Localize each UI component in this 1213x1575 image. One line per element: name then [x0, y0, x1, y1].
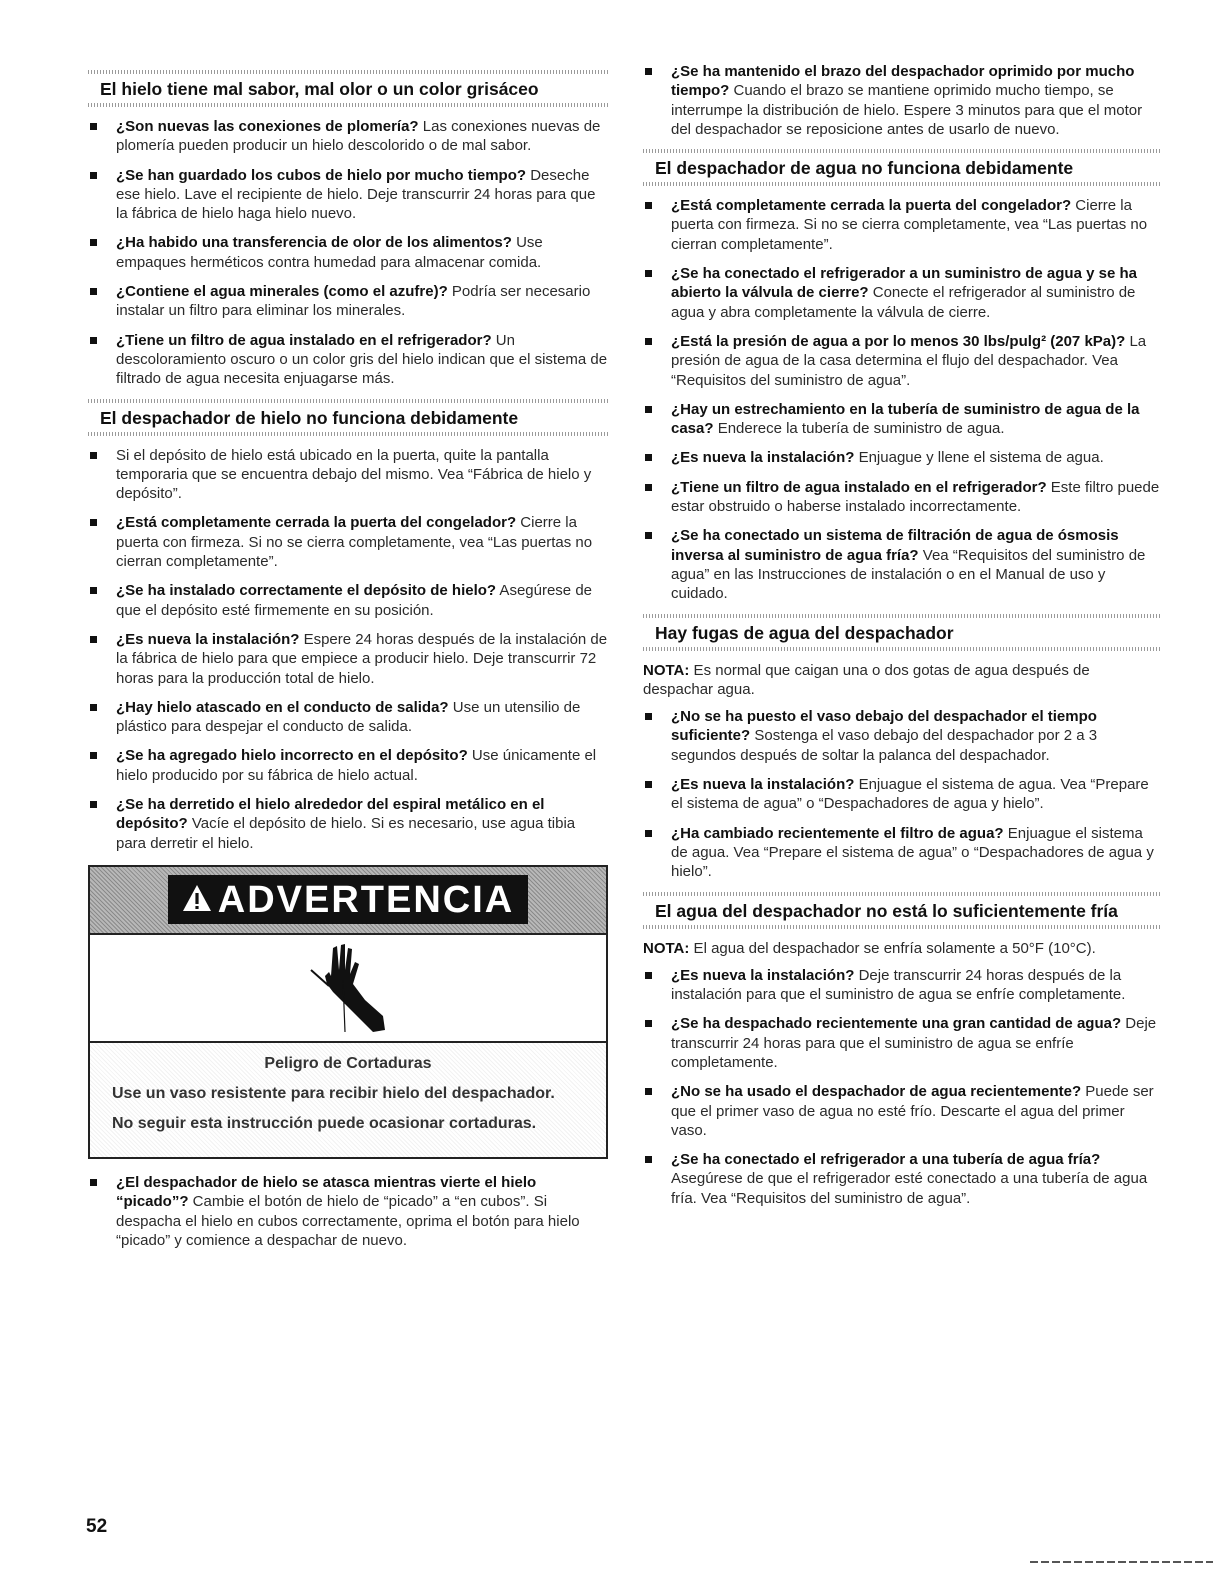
item-answer: Asegúrese de que el refrigerador esté conectado a una tubería de agua fría. Vea “Requisitos del suministro de agua”.: [671, 1170, 1148, 1207]
section-rule-bottom: [88, 432, 608, 436]
list-item: [88, 513, 608, 571]
item-answer: Cierre la puerta con firmeza. Si no se cierra completamente, vea “Las puertas no cierran completamente”.: [116, 514, 593, 571]
bullet-icon: [645, 1156, 652, 1163]
list-item: [643, 62, 1161, 139]
warning-label: [168, 875, 528, 924]
item-answer: Enjuague el sistema de agua. Vea “Prepare el sistema de agua” o “Despachadores de agua y hielo”.: [671, 824, 1154, 881]
list-item: [88, 282, 608, 321]
list-item: [88, 1173, 608, 1250]
bullet-icon: [90, 452, 97, 459]
bullet-icon: [90, 752, 97, 759]
item-answer: Espere 24 horas después de la instalación de la fábrica de hielo para que empiece a producir hielo. Deje transcurrir 72 horas para la producción total de hielo.: [116, 630, 608, 687]
item-answer: La presión de agua de la casa determina el flujo del despachador. Vea “Requisitos del suministro de agua”.: [671, 332, 1147, 389]
warning-triangle-icon: [182, 879, 212, 922]
note-label: NOTA:: [643, 939, 690, 957]
item-answer: Asegúrese de que el depósito esté firmemente en su posición.: [116, 582, 592, 619]
item-answer: Enjuague el sistema de agua. Vea “Prepare el sistema de agua” o “Despachadores de agua y hielo”.: [671, 776, 1149, 813]
item-list: [88, 1173, 608, 1250]
list-item: [88, 233, 608, 272]
item-answer: Conecte el refrigerador al suministro de agua y abra completamente la válvula de cierre.: [671, 284, 1136, 321]
bullet-icon: [645, 454, 652, 461]
bullet-icon: [645, 713, 652, 720]
item-answer: Enjuague y llene el sistema de agua.: [854, 449, 1104, 467]
item-answer: Deje transcurrir 24 horas después de la instalación para que el suministro de agua se enfríe completamente.: [671, 966, 1126, 1004]
bullet-icon: [645, 830, 652, 837]
item-question: ¿Es nueva la instalación?: [671, 966, 855, 984]
item-answer: Use un utensilio de plástico para despejar el conducto de salida.: [116, 698, 581, 736]
section-title: El despachador de hielo no funciona debidamente: [100, 407, 519, 428]
note-label: NOTA:: [643, 661, 690, 679]
item-answer: Vea “Requisitos del suministro de agua” en las Instrucciones de instalación o en el Manual de uso y cuidado.: [671, 546, 1146, 603]
section-header: [643, 149, 1161, 186]
item-question: ¿Se ha conectado un sistema de filtración de agua de ósmosis inversa al suministro de agua fría?: [671, 527, 1119, 564]
item-question: ¿Se ha conectado el refrigerador a una tubería de agua fría?: [671, 1151, 1101, 1169]
bullet-icon: [645, 1020, 652, 1027]
item-answer: Enderece la tubería de suministro de agua.: [713, 420, 1005, 438]
list-item: [88, 698, 608, 737]
item-answer: Sostenga el vaso debajo del despachador por 2 a 3 segundos después de soltar la palanca del despachador.: [671, 727, 1098, 764]
list-item: [643, 775, 1161, 814]
section-title: El despachador de agua no funciona debidamente: [655, 158, 1074, 179]
item-list: [643, 707, 1161, 881]
section-header: [643, 614, 1161, 651]
item-question: ¿Está completamente cerrada la puerta del congelador?: [671, 197, 1072, 215]
item-answer: Cambie el botón de hielo de “picado” a “en cubos”. Si despacha el hielo en cubos correctamente, oprima el botón para hielo “picado” y comience a despachar de nuevo.: [116, 1193, 580, 1249]
note-text: El agua del despachador se enfría solamente a 50°F (10°C).: [689, 939, 1096, 957]
item-question: ¿Está completamente cerrada la puerta del congelador?: [116, 514, 517, 532]
list-item: [643, 966, 1161, 1005]
item-list: [88, 446, 608, 853]
section-title: Hay fugas de agua del despachador: [655, 622, 954, 643]
bullet-icon: [645, 1088, 652, 1095]
bullet-icon: [645, 202, 652, 209]
warning-label-text: ADVERTENCIA: [217, 879, 515, 922]
list-item: [643, 400, 1161, 439]
list-item: [88, 446, 608, 504]
section-rule-bottom: [643, 182, 1161, 186]
right-column: [643, 62, 1161, 1218]
item-question: ¿Se han guardado los cubos de hielo por mucho tiempo?: [116, 166, 527, 184]
item-question: ¿Se ha despachado recientemente una gran cantidad de agua?: [671, 1015, 1122, 1033]
list-item: [88, 581, 608, 620]
item-answer: Use únicamente el hielo producido por su fábrica de hielo actual.: [116, 747, 597, 784]
bullet-icon: [645, 270, 652, 277]
list-item: [88, 746, 608, 785]
cut-hand-icon: [90, 933, 606, 1043]
bullet-icon: [90, 801, 97, 808]
item-answer: Este filtro puede estar obstruido o haberse instalado incorrectamente.: [671, 478, 1160, 516]
item-question: ¿Hay un estrechamiento en la tubería de suministro de agua de la casa?: [671, 400, 1140, 438]
section-rule-bottom: [643, 647, 1161, 651]
item-question: ¿Contiene el agua minerales (como el azufre)?: [116, 283, 448, 301]
item-question: ¿Es nueva la instalación?: [116, 630, 300, 648]
bullet-icon: [645, 68, 652, 75]
warning-heading: Peligro de Cortaduras: [264, 1054, 432, 1072]
bullet-icon: [645, 338, 652, 345]
item-answer: Deseche ese hielo. Lave el recipiente de hielo. Deje transcurrir 24 horas para que la fábrica de hielo haga hielo nuevo.: [116, 166, 596, 223]
bullet-icon: [90, 519, 97, 526]
bullet-icon: [90, 1179, 97, 1186]
item-answer: Cuando el brazo se mantiene oprimido mucho tiempo, se interrumpe la distribución de hielo. Espere 3 minutos para que el motor del despachador se reposicione antes de usarlo de nuevo.: [671, 82, 1143, 138]
bullet-icon: [645, 781, 652, 788]
item-question: ¿No se ha puesto el vaso debajo del despachador el tiempo suficiente?: [671, 708, 1097, 745]
section-rule-bottom: [88, 103, 608, 107]
item-answer: Un descoloramiento oscuro o un color gris del hielo indican que el sistema de filtrado de agua necesita enjuagarse más.: [116, 331, 608, 388]
list-item: [643, 264, 1161, 322]
item-question: ¿Está la presión de agua a por lo menos 30 lbs/pulg² (207 kPa)?: [671, 332, 1126, 350]
item-question: ¿No se ha usado el despachador de agua recientemente?: [671, 1083, 1082, 1101]
item-question: ¿Es nueva la instalación?: [671, 776, 855, 794]
bullet-icon: [90, 587, 97, 594]
item-question: ¿Tiene un filtro de agua instalado en el refrigerador?: [671, 478, 1047, 496]
item-question: ¿Son nuevas las conexiones de plomería?: [116, 118, 419, 135]
section-title: El hielo tiene mal sabor, mal olor o un color grisáceo: [100, 79, 539, 99]
list-item: [88, 166, 608, 224]
list-item: [643, 1150, 1161, 1208]
warning-line: No seguir esta instrucción puede ocasionar cortaduras.: [112, 1114, 537, 1132]
item-question: ¿Tiene un filtro de agua instalado en el refrigerador?: [116, 331, 492, 349]
warning-box: [88, 865, 608, 1159]
bullet-icon: [90, 288, 97, 295]
item-list: [88, 117, 608, 389]
item-answer: Puede ser que el primer vaso de agua no esté frío. Descarte el agua del primer vaso.: [671, 1083, 1154, 1139]
warning-banner: [90, 867, 606, 933]
section-title: El agua del despachador no está lo suficientemente fría: [655, 900, 1118, 921]
item-question: ¿Se ha instalado correctamente el depósito de hielo?: [116, 582, 497, 600]
page-number: 52: [86, 1516, 108, 1537]
bullet-icon: [90, 704, 97, 711]
list-item: [643, 707, 1161, 765]
list-item: [88, 630, 608, 688]
warning-text: [90, 1043, 606, 1157]
section-header: [88, 70, 608, 107]
section-header: [643, 892, 1161, 929]
list-item: [643, 824, 1161, 882]
list-item: [88, 795, 608, 853]
item-answer: Las conexiones nuevas de plomería pueden producir un hielo descolorido o de mal sabor.: [116, 118, 601, 155]
item-question: ¿Se ha conectado el refrigerador a un suministro de agua y se ha abierto la válvula de cierre?: [671, 265, 1137, 302]
item-question: ¿Se ha mantenido el brazo del despachador oprimido por mucho tiempo?: [671, 63, 1135, 100]
bullet-icon: [90, 123, 97, 130]
section-header: [88, 399, 608, 436]
list-item: [643, 1014, 1161, 1072]
list-item: [643, 1082, 1161, 1140]
bullet-icon: [645, 972, 652, 979]
item-list: [643, 966, 1161, 1208]
item-answer: Cierre la puerta con firmeza. Si no se cierra completamente, vea “Las puertas no cierran completamente”.: [671, 197, 1148, 253]
warning-line: Use un vaso resistente para recibir hielo del despachador.: [112, 1084, 555, 1102]
list-item: [643, 526, 1161, 603]
item-answer: Deje transcurrir 24 horas para que el suministro de agua se enfríe completamente.: [671, 1015, 1157, 1071]
item-question: ¿Se ha derretido el hielo alrededor del espiral metálico en el depósito?: [116, 796, 545, 833]
bullet-icon: [90, 239, 97, 246]
item-question: ¿Ha habido una transferencia de olor de los alimentos?: [116, 234, 512, 252]
note: [643, 661, 1161, 700]
bullet-icon: [90, 172, 97, 179]
footer-rule: [1030, 1561, 1213, 1563]
item-list: [643, 196, 1161, 603]
item-question: ¿Es nueva la instalación?: [671, 449, 855, 467]
bullet-icon: [645, 406, 652, 413]
bullet-icon: [645, 484, 652, 491]
left-column: [88, 62, 608, 1260]
list-item: [643, 448, 1161, 467]
bullet-icon: [645, 532, 652, 539]
item-question: ¿Hay hielo atascado en el conducto de salida?: [116, 698, 449, 716]
section-rule-bottom: [643, 925, 1161, 929]
list-item: [88, 117, 608, 156]
item-answer: Vacíe el depósito de hielo. Si es necesario, use agua tibia para derretir el hielo.: [116, 815, 576, 852]
item-answer: Podría ser necesario instalar un filtro para eliminar los minerales.: [116, 283, 591, 320]
list-item: [643, 478, 1161, 517]
item-list: [643, 62, 1161, 139]
item-answer: Use empaques herméticos contra humedad para almacenar comida.: [116, 234, 543, 271]
list-item: [643, 196, 1161, 254]
note: [643, 939, 1161, 958]
note-text: Es normal que caigan una o dos gotas de agua después de despachar agua.: [643, 661, 1090, 698]
item-question: ¿El despachador de hielo se atasca mientras vierte el hielo “picado”?: [116, 1173, 537, 1211]
list-item: [88, 331, 608, 389]
item-question: ¿Ha cambiado recientemente el filtro de agua?: [671, 824, 1004, 842]
list-item: [643, 332, 1161, 390]
item-answer: Si el depósito de hielo está ubicado en la puerta, quite la pantalla temporaria que se encuentra debajo del mismo. Vea “Fábrica de hielo y depósito”.: [116, 446, 592, 503]
bullet-icon: [90, 636, 97, 643]
bullet-icon: [90, 337, 97, 344]
item-question: ¿Se ha agregado hielo incorrecto en el depósito?: [116, 747, 468, 765]
